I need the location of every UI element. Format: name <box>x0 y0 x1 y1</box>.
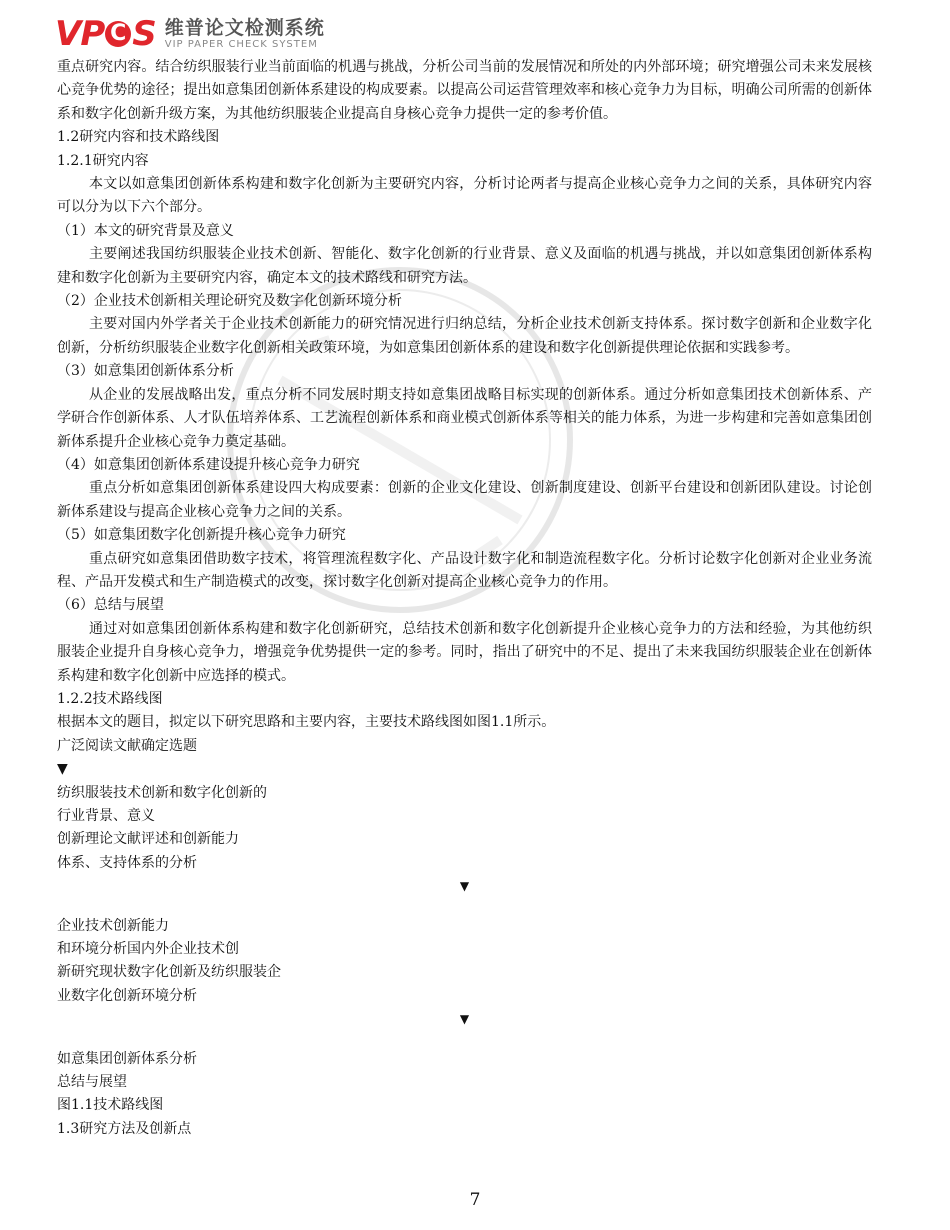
section-heading: 1.3研究方法及创新点 <box>57 1120 192 1137</box>
paragraph: 重点分析如意集团创新体系建设四大构成要素：创新的企业文化建设、创新制度建设、创新平台建设和创新团队建设。讨论创新体系建设与提高企业核心竞争力之间的关系。 <box>57 480 872 520</box>
brand-name-en: VIP PAPER CHECK SYSTEM <box>164 39 318 50</box>
flow-arrow-icon: ▼ <box>459 879 470 894</box>
vpcs-logo <box>55 14 157 54</box>
subsection-heading: 1.2.1研究内容 <box>57 152 149 169</box>
flow-arrow-icon: ▼ <box>57 761 68 778</box>
figure-caption: 图1.1技术路线图 <box>57 1097 164 1114</box>
logo-letter-s: S <box>132 14 157 54</box>
flow-step-text: 体系、支持体系的分析 <box>57 854 197 871</box>
list-heading: （4）如意集团创新体系建设提升核心竞争力研究 <box>57 456 360 473</box>
flow-step-text: 新研究现状数字化创新及纺织服装企 <box>57 964 281 981</box>
subsection-heading: 1.2.2技术路线图 <box>57 690 163 707</box>
flow-step-text: 创新理论文献评述和创新能力 <box>57 831 239 848</box>
logo-letter-c-badge: C <box>105 21 131 47</box>
flow-step-text: 纺织服装技术创新和数字化创新的 <box>57 784 267 801</box>
page-header <box>55 14 325 54</box>
logo-letters-vp: VP <box>55 14 105 54</box>
paragraph: 通过对如意集团创新体系构建和数字化创新研究，总结技术创新和数字化创新提升企业核心竞争力的方法和经验，为其他纺织服装企业提升自身核心竞争力，增强竞争优势提供一定的参考。同时，指出了研究中的不足、提出了未来我国纺织服装企业在创新体系构建和数字化创新中应选择的模式。 <box>57 620 872 684</box>
list-heading: （2）企业技术创新相关理论研究及数字化创新环境分析 <box>57 293 402 310</box>
paragraph: 从企业的发展战略出发，重点分析不同发展时期支持如意集团战略目标实现的创新体系。通过分析如意集团技术创新体系、产学研合作创新体系、人才队伍培养体系、工艺流程创新体系和商业模式创新体系等相关的能力体系，为进一步构建和完善如意集团创新体系提升企业核心竞争力奠定基础。 <box>57 386 872 450</box>
list-heading: （1）本文的研究背景及意义 <box>57 222 234 239</box>
flow-step-text: 和环境分析国内外企业技术创 <box>57 941 239 958</box>
flow-step-text: 企业技术创新能力 <box>57 917 169 934</box>
page-number: 7 <box>469 1190 481 1210</box>
flow-step-text: 业数字化创新环境分析 <box>57 987 197 1004</box>
spacer <box>57 1032 872 1048</box>
list-heading: （3）如意集团创新体系分析 <box>57 363 234 380</box>
flow-arrow-icon: ▼ <box>459 1012 470 1027</box>
paragraph: 本文以如意集团创新体系构建和数字化创新为主要研究内容，分析讨论两者与提高企业核心竞争力之间的关系，具体研究内容可以分为以下六个部分。 <box>57 176 872 216</box>
flow-step-text: 广泛阅读文献确定选题 <box>57 737 197 754</box>
brand-name-cn: 维普论文检测系统 <box>164 17 325 39</box>
paragraph: 重点研究内容。结合纺织服装行业当前面临的机遇与挑战，分析公司当前的发展情况和所处的内外部环境；研究增强公司未来发展核心竞争优势的途径；提出如意集团创新体系建设的构成要素。以提高公司运营管理效率和核心竞争力为目标，明确公司所需的创新体系和数字化创新升级方案，为其他纺织服装企业提高自身核心竞争力提供一定的参考价值。 <box>57 59 872 122</box>
spacer <box>57 899 872 915</box>
flow-step-text: 行业背景、意义 <box>57 808 155 824</box>
flow-step-text: 如意集团创新体系分析 <box>57 1050 197 1067</box>
paragraph: 重点研究如意集团借助数字技术，将管理流程数字化、产品设计数字化和制造流程数字化。分析讨论数字化创新对企业业务流程、产品开发模式和生产制造模式的改变，探讨数字化创新对提高企业核心竞争力的作用。 <box>57 550 872 590</box>
list-heading: （5）如意集团数字化创新提升核心竞争力研究 <box>57 527 346 544</box>
document-body <box>57 56 872 1141</box>
section-heading: 1.2研究内容和技术路线图 <box>57 129 220 146</box>
list-heading: （6）总结与展望 <box>57 597 164 614</box>
paragraph: 主要对国内外学者关于企业技术创新能力的研究情况进行归纳总结，分析企业技术创新支持体系。探讨数字创新和企业数字化创新，分析纺织服装企业数字化创新相关政策环境，为如意集团创新体系的建设和数字化创新提供理论依据和实践参考。 <box>57 316 872 356</box>
flow-step-text: 总结与展望 <box>57 1074 127 1091</box>
paragraph: 根据本文的题目，拟定以下研究思路和主要内容，主要技术路线图如图1.1所示。 <box>57 714 556 731</box>
brand-text <box>165 17 325 51</box>
paragraph: 主要阐述我国纺织服装企业技术创新、智能化、数字化创新的行业背景、意义及面临的机遇与挑战，并以如意集团创新体系构建和数字化创新为主要研究内容，确定本文的技术路线和研究方法。 <box>57 246 872 286</box>
